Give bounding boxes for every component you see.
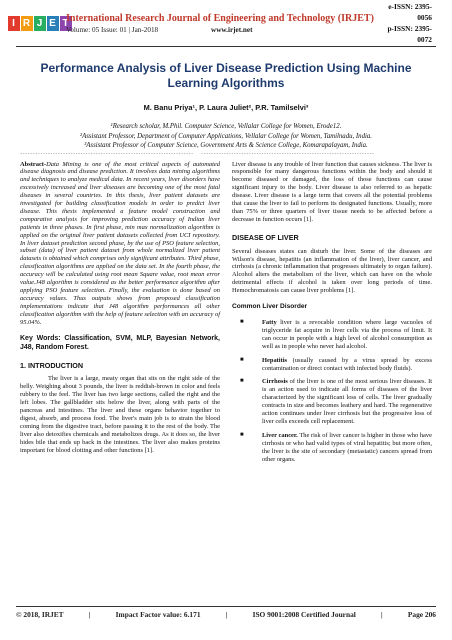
- journal-volume: Volume: 05 Issue: 01 | Jan-2018: [66, 25, 159, 34]
- paper-title: Performance Analysis of Liver Disease Prediction Using Machine Learning Algorithms: [40, 61, 412, 90]
- page-footer: [16, 606, 436, 619]
- list-item-term: Liver cancer.: [262, 431, 298, 439]
- affiliations: [20, 122, 432, 151]
- journal-info: [60, 13, 374, 34]
- liver-disease-paragraph: Liver disease is any trouble of liver function that causes sickness. The liver is responsible for many dangerous functions within the body and should it become diseased or damaged, the loss of those functions can cause significant injury to the body. Liver disease is also referred to as hepatic disease. Liver disease is a large term that covers all the potential problems that cause the liver to fail to perform its designated functions. Usually, more than 75% or three quarters of liver tissue needs to be affected before a decrease in function occurs [1].: [232, 160, 432, 223]
- list-item-term: Cirrhosis: [262, 378, 288, 386]
- list-item: [232, 357, 432, 373]
- footer-sep: |: [381, 610, 383, 619]
- body-columns: [20, 161, 432, 470]
- footer-sep: |: [88, 610, 91, 619]
- list-item-text: of the liver is one of the most serious liver diseases. It is an action used to indicate all forms of diseases of the liver characterized by the significant loss of cells. The liver gradually contracts in size and becomes leathery and hard. The regenerative action continues under liver cirrhosis but the progressive loss of liver cells exceeds cell replacement.: [262, 378, 432, 425]
- right-column: [232, 161, 432, 470]
- intro-heading: 1. INTRODUCTION: [20, 360, 84, 370]
- pissn: p-ISSN: 2395-0072: [387, 24, 432, 44]
- keywords-text: Classification, SVM, MLP, Bayesian Network, J48, Random Forest.: [20, 334, 220, 351]
- list-item-term: Fatty: [262, 319, 277, 326]
- abstract-text: Data Mining is one of the most critical aspects of automated disease diagnosis and disease prediction. It involves data mining algorithms and techniques to analyze medical data. In recent years, liver disorders have excessively increased and liver diseases are becoming one of the most fatal diseases in several countries. In this thesis, liver patient datasets are investigated for building classification models in order to predict liver disease. This thesis implemented a feature model construction and comparative analysis for improving prediction accuracy of Indian liver patients in three phases. In first phase, min max normalization algorithm is applied on the original liver patient datasets collected from UCI repository. In liver dataset prediction second phase, by the use of PSO feature selection, subset (data) of liver patient dataset from whole normalized liver patient datasets is obtained which comprises only significant attributes. Third phase, classification algorithms are applied on the data set. In the fourth phase, the accuracy will be calculated using root mean Square value, root mean error value.J48 algorithm is considered as the better performance algorithm after applying PSO feature selection. Finally, the evaluation is done based on accuracy values. Thus outputs shows from proposed classification implementations indicate that J48 algorithm performances all other classification algorithm with the help of feature selection with an accuracy of 95.04%.: [20, 160, 220, 326]
- logo-letter: R: [21, 16, 33, 31]
- irjet-logo: [12, 6, 69, 40]
- affiliation-2: ²Assistant Professor, Department of Computer Applications, Vellalar College for Women, Tamilnadu, India.: [80, 132, 372, 140]
- list-item-text: (usually caused by a virus spread by excess contamination or direct contact with infected body fluids).: [262, 356, 432, 372]
- footer-page: Page 206: [407, 610, 436, 619]
- bullet-icon: ■: [240, 378, 244, 385]
- footer-iso: ISO 9001:2008 Certified Journal: [252, 610, 356, 619]
- common-disorder-heading: Common Liver Disorder: [232, 303, 308, 311]
- intro-paragraph: The liver is a large, meaty organ that sits on the right side of the belly. Weighing about 3 pounds, the liver is reddish-brown in color and feels rubbery to the feel. The liver has two large sections, called the right and the left lobes. The gallbladder sits below the liver, along with parts of the pancreas and intestines. The liver and these organs behavior together to digest, absorb, and process food. The liver's main job is to strain the blood coming from the digestive tract, before passing it to the rest of the body. The liver also detoxifies chemicals and metabolizes drugs. As it does so, the liver hides bile that ends up back in the intestines. The liver also makes proteins important for blood clotting and other functions [1].: [20, 375, 220, 454]
- left-column: [20, 161, 220, 470]
- bullet-icon: ■: [240, 356, 244, 363]
- journal-name: International Research Journal of Engineering and Technology (IRJET): [66, 12, 374, 24]
- affiliation-3: ³Assistant Professor of Computer Science, Government Arts & Science College, Komarapalayam, India.: [84, 142, 368, 149]
- keywords-label: Key Words:: [20, 334, 61, 342]
- abstract-label: Abstract-: [20, 160, 47, 168]
- issn-block: [374, 1, 432, 45]
- journal-website[interactable]: www.irjet.net: [211, 25, 253, 34]
- eissn: e-ISSN: 2395-0056: [388, 2, 432, 22]
- bullet-icon: ■: [240, 319, 244, 325]
- journal-header: [12, 0, 436, 47]
- list-item-text: The risk of liver cancer is higher in those who have cirrhosis or who had valid types of viral hepatitis; but more often, the liver is the site of secondary (metastatic) cancers spread from other organs.: [262, 431, 432, 463]
- affiliation-1: ¹Research scholar, M.Phil. Computer Science, Vellalar College for Women, Erode12.: [110, 123, 342, 130]
- footer-copyright: © 2018, IRJET: [16, 610, 64, 619]
- disease-paragraph: Several diseases states can disturb the liver. Some of the diseases are Wilson's disease, hepatitis (an inflammation of the liver), liver cancer, and cirrhosis (a chronic inflammation that progresses ultimately to organ failure). Alcohol alters the metabolism of the liver, which can have on the whole detrimental effects if alcohol is taken over long periods of time. Hemochromatosis can cause liver problems [1].: [232, 247, 432, 295]
- keywords: [20, 334, 220, 352]
- bullet-icon: ■: [240, 431, 244, 438]
- logo-letter: J: [34, 16, 46, 31]
- footer-sep: |: [225, 610, 228, 619]
- footer-impact: Impact Factor value: 6.171: [115, 610, 201, 619]
- disease-heading: DISEASE OF LIVER: [232, 232, 299, 242]
- logo-letter: E: [47, 16, 59, 31]
- list-item: [232, 319, 432, 351]
- abstract: [20, 161, 220, 327]
- list-item: [232, 432, 432, 464]
- paper-authors: M. Banu Priya¹, P. Laura Juliet², P.R. Tamilselvi³: [143, 103, 309, 112]
- list-item: [232, 378, 432, 425]
- list-item-text: liver is a revocable condition where large vacuoles of triglyceride fat acquire in liver cells via the process of limit. It can occur in people with a high level of alcohol consumption as well as in people who never had alcohol.: [262, 319, 432, 350]
- logo-letter: T: [60, 16, 72, 31]
- list-item-term: Hepatitis: [262, 356, 288, 364]
- logo-letter: I: [8, 16, 20, 31]
- separator-line: ---------------------------------------------------------------------***---------------------------------------------------------------------: [20, 152, 375, 157]
